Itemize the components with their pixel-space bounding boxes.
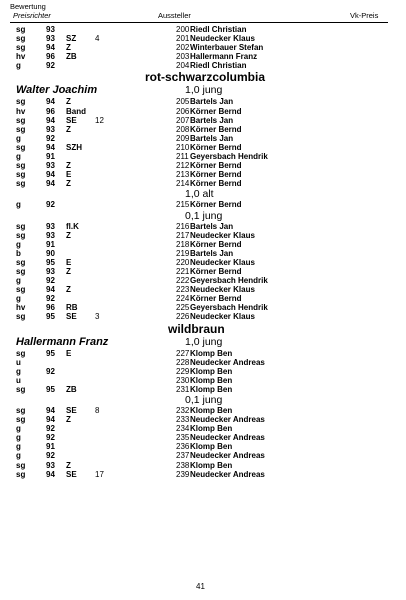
points-cell: 92 <box>46 424 55 434</box>
prize-cell: Z <box>66 124 71 134</box>
exhibitor-name-cell: Körner Bernd <box>190 239 242 249</box>
table-row <box>0 294 406 303</box>
points-cell: 93 <box>46 460 55 470</box>
catalog-number-cell: 235 <box>176 433 190 443</box>
catalog-number-cell: 203 <box>176 52 190 62</box>
grade-cell: sg <box>16 348 26 358</box>
table-row <box>0 433 406 442</box>
grade-cell: sg <box>16 179 26 189</box>
grade-cell: sg <box>16 460 26 470</box>
catalog-number-cell: 209 <box>176 133 190 143</box>
catalog-number-cell: 237 <box>176 451 190 461</box>
catalog-number-cell: 200 <box>176 25 190 34</box>
exhibitor-name-cell: Neudecker Klaus <box>190 34 255 44</box>
catalog-number-cell: 214 <box>176 179 190 189</box>
points-cell: 93 <box>46 221 55 231</box>
exhibitor-name-cell: Klomp Ben <box>190 348 233 358</box>
grade-cell: g <box>16 61 21 71</box>
grade-cell: sg <box>16 415 26 425</box>
table-row <box>0 152 406 161</box>
points-cell: 93 <box>46 25 55 34</box>
header-aussteller: Aussteller <box>158 11 191 20</box>
exhibitor-name-cell: Bartels Jan <box>190 133 234 143</box>
prize-cell: Z <box>66 97 71 107</box>
points-cell: 92 <box>46 133 55 143</box>
grade-cell: u <box>16 357 21 367</box>
points-cell: 92 <box>46 451 55 461</box>
table-row <box>0 258 406 267</box>
exhibitor-name-cell: Körner Bernd <box>190 124 242 134</box>
table-row <box>0 406 406 415</box>
grade-cell: sg <box>16 406 26 415</box>
class-heading: 0,1 jung <box>185 394 223 406</box>
variety-heading: rot-schwarzcolumbia <box>145 70 266 85</box>
grade-cell: sg <box>16 25 26 34</box>
prize-cell: Z <box>66 230 71 240</box>
table-row <box>0 461 406 470</box>
exhibitor-name-cell: Neudecker Klaus <box>190 257 255 267</box>
exhibitor-name-cell: Winterbauer Stefan <box>190 43 264 53</box>
catalog-number-cell: 202 <box>176 43 190 53</box>
prize-cell: SE <box>66 115 77 125</box>
catalog-number-cell: 226 <box>176 312 190 322</box>
prize-cell: Z <box>66 415 71 425</box>
table-row <box>0 276 406 285</box>
grade-cell: sg <box>16 285 26 295</box>
table-row <box>0 470 406 479</box>
results-list <box>0 25 406 479</box>
table-row <box>0 442 406 451</box>
grade-cell: g <box>16 133 21 143</box>
header-divider <box>10 22 388 23</box>
table-row <box>0 222 406 231</box>
table-row <box>0 451 406 460</box>
catalog-number-cell: 207 <box>176 115 190 125</box>
prize-cell: ZB <box>66 384 77 394</box>
exhibitor-name-cell: Körner Bernd <box>190 294 242 304</box>
grade-cell: g <box>16 433 21 443</box>
exhibitor-name-cell: Bartels Jan <box>190 248 234 258</box>
points-cell: 92 <box>46 294 55 304</box>
points-cell: 94 <box>46 115 55 125</box>
table-row <box>0 367 406 376</box>
exhibitor-name-cell: Klomp Ben <box>190 366 233 376</box>
exhibitor-name-cell: Klomp Ben <box>190 460 233 470</box>
points-cell: 94 <box>46 285 55 295</box>
points-cell: 93 <box>46 34 55 44</box>
class-heading: 1,0 jung <box>185 335 223 348</box>
catalog-number-cell: 217 <box>176 230 190 240</box>
grade-cell: hv <box>16 303 26 313</box>
table-row <box>0 349 406 358</box>
page-header <box>0 0 406 28</box>
grade-cell: g <box>16 424 21 434</box>
table-row <box>0 125 406 134</box>
points-cell: 92 <box>46 276 55 286</box>
exhibitor-name-cell: Neudecker Andreas <box>190 469 265 479</box>
prize-cell: SZH <box>66 142 82 152</box>
prize-cell: E <box>66 257 72 267</box>
table-row <box>0 34 406 43</box>
grade-cell: g <box>16 451 21 461</box>
grade-cell: sg <box>16 469 26 479</box>
exhibitor-name-cell: Körner Bernd <box>190 266 242 276</box>
grade-cell: g <box>16 366 21 376</box>
grade-cell: sg <box>16 124 26 134</box>
points-cell: 94 <box>46 170 55 180</box>
points-cell: 96 <box>46 52 55 62</box>
judge-name: Hallermann Franz <box>16 335 109 348</box>
table-row <box>0 249 406 258</box>
grade-cell: sg <box>16 257 26 267</box>
catalog-number-cell: 224 <box>176 294 190 304</box>
grade-cell: sg <box>16 43 26 53</box>
table-row <box>0 424 406 433</box>
judge-heading <box>0 84 406 97</box>
points-cell: 94 <box>46 406 55 415</box>
table-row <box>0 61 406 70</box>
prize-cell: Z <box>66 43 71 53</box>
catalog-number-cell: 231 <box>176 384 190 394</box>
catalog-number-cell: 205 <box>176 97 190 107</box>
points-cell: 95 <box>46 312 55 322</box>
grade-cell: g <box>16 294 21 304</box>
exhibitor-name-cell: Klomp Ben <box>190 384 233 394</box>
prize-cell: ZB <box>66 52 77 62</box>
rank-cell: 8 <box>95 406 100 415</box>
grade-cell: g <box>16 239 21 249</box>
table-row <box>0 170 406 179</box>
exhibitor-name-cell: Körner Bernd <box>190 106 242 116</box>
points-cell: 91 <box>46 152 55 162</box>
table-row <box>0 303 406 312</box>
grade-cell: g <box>16 276 21 286</box>
prize-cell: SE <box>66 469 77 479</box>
prize-cell: SE <box>66 406 77 415</box>
header-bewertung: Bewertung <box>10 2 46 11</box>
points-cell: 93 <box>46 230 55 240</box>
grade-cell: sg <box>16 230 26 240</box>
table-row <box>0 358 406 367</box>
catalog-number-cell: 215 <box>176 200 190 210</box>
exhibitor-name-cell: Klomp Ben <box>190 442 233 452</box>
catalog-number-cell: 201 <box>176 34 190 44</box>
table-row <box>0 107 406 116</box>
catalog-number-cell: 223 <box>176 285 190 295</box>
catalog-number-cell: 236 <box>176 442 190 452</box>
grade-cell: sg <box>16 161 26 171</box>
points-cell: 96 <box>46 303 55 313</box>
variety-heading: wildbraun <box>168 321 225 336</box>
exhibitor-name-cell: Geyersbach Hendrik <box>190 303 268 313</box>
table-row <box>0 161 406 170</box>
catalog-number-cell: 210 <box>176 142 190 152</box>
prize-cell: RB <box>66 303 78 313</box>
table-row <box>0 415 406 424</box>
points-cell: 94 <box>46 179 55 189</box>
catalog-number-cell: 234 <box>176 424 190 434</box>
exhibitor-name-cell: Hallermann Franz <box>190 52 258 62</box>
catalog-number-cell: 220 <box>176 257 190 267</box>
points-cell: 93 <box>46 161 55 171</box>
catalog-number-cell: 204 <box>176 61 190 71</box>
catalog-number-cell: 232 <box>176 406 190 415</box>
rank-cell: 12 <box>95 115 104 125</box>
grade-cell: sg <box>16 384 26 394</box>
grade-cell: g <box>16 442 21 452</box>
grade-cell: sg <box>16 142 26 152</box>
points-cell: 91 <box>46 239 55 249</box>
prize-cell: Band <box>66 106 86 116</box>
grade-cell: sg <box>16 34 26 44</box>
catalog-number-cell: 227 <box>176 348 190 358</box>
grade-cell: sg <box>16 97 26 107</box>
grade-cell: b <box>16 248 21 258</box>
exhibitor-name-cell: Körner Bernd <box>190 200 242 210</box>
table-row <box>0 200 406 209</box>
points-cell: 91 <box>46 442 55 452</box>
points-cell: 90 <box>46 248 55 258</box>
prize-cell: Z <box>66 266 71 276</box>
table-row <box>0 116 406 125</box>
exhibitor-name-cell: Neudecker Klaus <box>190 230 255 240</box>
grade-cell: u <box>16 375 21 385</box>
rank-cell: 4 <box>95 34 100 44</box>
exhibitor-name-cell: Bartels Jan <box>190 115 234 125</box>
table-row <box>0 231 406 240</box>
points-cell: 94 <box>46 415 55 425</box>
points-cell: 94 <box>46 469 55 479</box>
table-row <box>0 285 406 294</box>
prize-cell: Z <box>66 161 71 171</box>
catalog-number-cell: 206 <box>176 106 190 116</box>
grade-cell: g <box>16 200 21 210</box>
catalog-number-cell: 228 <box>176 357 190 367</box>
prize-cell: E <box>66 170 72 180</box>
table-row <box>0 240 406 249</box>
grade-cell: sg <box>16 266 26 276</box>
catalog-number-cell: 216 <box>176 221 190 231</box>
catalog-number-cell: 208 <box>176 124 190 134</box>
exhibitor-name-cell: Neudecker Andreas <box>190 415 265 425</box>
grade-cell: hv <box>16 52 26 62</box>
table-row <box>0 312 406 321</box>
catalog-number-cell: 212 <box>176 161 190 171</box>
table-row <box>0 376 406 385</box>
exhibitor-name-cell: Riedl Christian <box>190 25 247 34</box>
points-cell: 94 <box>46 142 55 152</box>
exhibitor-name-cell: Körner Bernd <box>190 170 242 180</box>
points-cell: 94 <box>46 43 55 53</box>
judge-heading <box>0 336 406 349</box>
class-heading: 1,0 alt <box>185 188 214 201</box>
catalog-number-cell: 225 <box>176 303 190 313</box>
catalog-number-cell: 213 <box>176 170 190 180</box>
grade-cell: g <box>16 152 21 162</box>
grade-cell: hv <box>16 106 26 116</box>
table-row <box>0 267 406 276</box>
points-cell: 93 <box>46 124 55 134</box>
grade-cell: sg <box>16 170 26 180</box>
catalog-number-cell: 222 <box>176 276 190 286</box>
exhibitor-name-cell: Riedl Christian <box>190 61 247 71</box>
header-preisrichter: Preisrichter <box>13 11 51 20</box>
points-cell: 95 <box>46 384 55 394</box>
catalog-number-cell: 239 <box>176 469 190 479</box>
catalog-number-cell: 230 <box>176 375 190 385</box>
table-row <box>0 43 406 52</box>
points-cell: 95 <box>46 348 55 358</box>
exhibitor-name-cell: Klomp Ben <box>190 424 233 434</box>
catalog-number-cell: 229 <box>176 366 190 376</box>
exhibitor-name-cell: Bartels Jan <box>190 97 234 107</box>
prize-cell: Z <box>66 179 71 189</box>
points-cell: 95 <box>46 257 55 267</box>
exhibitor-name-cell: Geyersbach Hendrik <box>190 152 268 162</box>
catalog-number-cell: 221 <box>176 266 190 276</box>
points-cell: 92 <box>46 61 55 71</box>
prize-cell: fl.K <box>66 221 79 231</box>
table-row <box>0 179 406 188</box>
catalog-number-cell: 218 <box>176 239 190 249</box>
exhibitor-name-cell: Klomp Ben <box>190 375 233 385</box>
exhibitor-name-cell: Neudecker Andreas <box>190 357 265 367</box>
points-cell: 92 <box>46 433 55 443</box>
rank-cell: 17 <box>95 469 104 479</box>
catalog-number-cell: 219 <box>176 248 190 258</box>
exhibitor-name-cell: Neudecker Andreas <box>190 451 265 461</box>
grade-cell: sg <box>16 221 26 231</box>
exhibitor-name-cell: Neudecker Klaus <box>190 312 255 322</box>
exhibitor-name-cell: Körner Bernd <box>190 142 242 152</box>
prize-cell: Z <box>66 285 71 295</box>
exhibitor-name-cell: Klomp Ben <box>190 406 233 415</box>
points-cell: 96 <box>46 106 55 116</box>
catalog-number-cell: 211 <box>176 152 189 162</box>
grade-cell: sg <box>16 115 26 125</box>
prize-cell: Z <box>66 460 71 470</box>
class-heading: 0,1 jung <box>185 209 223 222</box>
catalog-number-cell: 238 <box>176 460 190 470</box>
grade-cell: sg <box>16 312 26 322</box>
table-row <box>0 52 406 61</box>
prize-cell: E <box>66 348 72 358</box>
prize-cell: SZ <box>66 34 77 44</box>
judge-name: Walter Joachim <box>16 84 98 97</box>
table-row <box>0 25 406 34</box>
exhibitor-name-cell: Geyersbach Hendrik <box>190 276 268 286</box>
catalog-number-cell: 233 <box>176 415 190 425</box>
table-row <box>0 385 406 394</box>
points-cell: 92 <box>46 366 55 376</box>
class-heading: 1,0 jung <box>185 84 223 97</box>
exhibitor-name-cell: Bartels Jan <box>190 221 234 231</box>
rank-cell: 3 <box>95 312 100 322</box>
points-cell: 94 <box>46 97 55 107</box>
table-row <box>0 143 406 152</box>
exhibitor-name-cell: Körner Bernd <box>190 161 242 171</box>
table-row <box>0 97 406 106</box>
header-vk-preis: Vk-Preis <box>350 11 379 20</box>
exhibitor-name-cell: Neudecker Klaus <box>190 285 255 295</box>
prize-cell: SE <box>66 312 77 322</box>
table-row <box>0 134 406 143</box>
page-number: 41 <box>196 582 205 591</box>
exhibitor-name-cell: Körner Bernd <box>190 179 242 189</box>
points-cell: 92 <box>46 200 55 210</box>
points-cell: 93 <box>46 266 55 276</box>
exhibitor-name-cell: Neudecker Andreas <box>190 433 265 443</box>
